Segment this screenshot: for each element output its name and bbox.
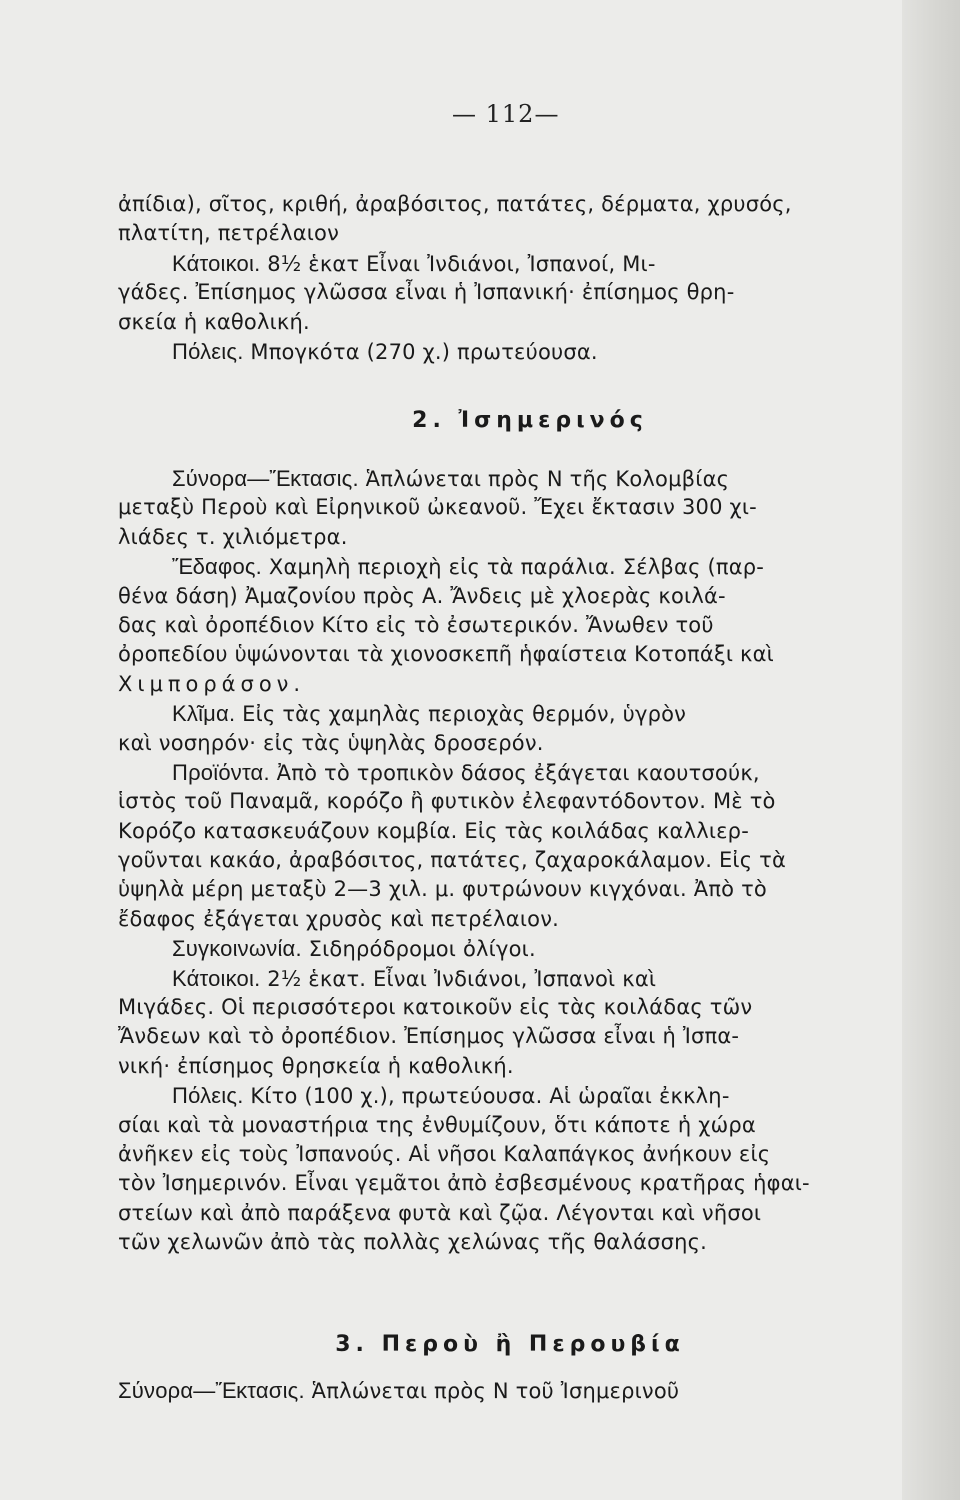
text-run: Ἁπλώνεται πρὸς Ν τῆς Κολομβίας bbox=[358, 467, 730, 491]
text-line bbox=[118, 552, 898, 581]
text-line: τῶν χελωνῶν ἀπὸ τὰς πολλὰς χελώνας τῆς θαλάσσης. bbox=[118, 1230, 708, 1255]
text-run: Κίτο (100 χ.), πρωτεύουσα. Αἱ ὡραῖαι ἐκκλη- bbox=[243, 1084, 730, 1109]
text-run: Σιδηρόδρομοι ὀλίγοι. bbox=[301, 937, 536, 962]
text-run: Ἁπλώνεται πρὸς Ν τοῦ Ἰσημερινοῦ bbox=[304, 1379, 680, 1403]
section-heading-peru: 3. Περοὺ ἢ Περουβία bbox=[335, 1332, 685, 1357]
text-line bbox=[118, 699, 898, 728]
text-line: ἱστὸς τοῦ Παναμᾶ, κορόζο ἢ φυτικὸν ἐλεφαντόδοντον. Μὲ τὸ bbox=[118, 789, 776, 814]
text-line: Χιμποράσον. bbox=[118, 671, 306, 696]
run-in-heading: Πόλεις. bbox=[172, 1083, 244, 1109]
text-line bbox=[118, 464, 898, 493]
text-line: νική· ἐπίσημος θρησκεία ἡ καθολική. bbox=[118, 1053, 514, 1078]
text-line: τὸν Ἰσημερινόν. Εἶναι γεμᾶτοι ἀπὸ ἐσβεσμένους κρατῆρας ἡφαι- bbox=[118, 1171, 810, 1196]
page-number: — 112— bbox=[452, 100, 560, 128]
page-edge-shadow bbox=[902, 0, 960, 1500]
text-line: ἀπίδια), σῖτος, κριθή, ἀραβόσιτος, πατάτες, δέρματα, χρυσός, bbox=[118, 192, 792, 216]
text-line: γάδες. Ἐπίσημος γλῶσσα εἶναι ἡ Ἰσπανική· ἐπίσημος θρη- bbox=[118, 280, 735, 305]
text-line bbox=[118, 934, 898, 963]
text-line: στείων καὶ ἀπὸ παράξενα φυτὰ καὶ ζῷα. Λέγονται καὶ νῆσοι bbox=[118, 1200, 762, 1225]
paragraph-peru-start bbox=[118, 1376, 898, 1405]
text-line bbox=[118, 964, 898, 993]
run-in-heading: Πόλεις. bbox=[172, 338, 244, 364]
text-line: Ἄνδεων καὶ τὸ ὀροπέδιον. Ἐπίσημος γλῶσσα εἶναι ἡ Ἰσπα- bbox=[118, 1024, 740, 1049]
text-line: θένα δάση) Ἀμαζονίου πρὸς Α. Ἄνδεις μὲ χλοερὰς κοιλά- bbox=[118, 583, 726, 608]
run-in-heading: Συγκοινωνία. bbox=[172, 936, 302, 962]
text-line: ὀροπεδίου ὑψώνονται τὰ χιονοσκεπῆ ἡφαίστεια Κοτοπάξι καὶ bbox=[118, 642, 774, 667]
text-run: Χαμηλὴ περιοχὴ εἰς τὰ παράλια. Σέλβας (παρ- bbox=[262, 555, 765, 580]
text-line: πλατίτη, πετρέλαιον bbox=[118, 221, 340, 246]
text-line: μεταξὺ Περοὺ καὶ Εἰρηνικοῦ ὠκεανοῦ. Ἔχει ἔκτασιν 300 χι- bbox=[118, 495, 757, 520]
text-line: καὶ νοσηρόν· εἰς τὰς ὑψηλὰς δροσερόν. bbox=[118, 730, 544, 755]
text-line: Κορόζο κατασκευάζουν κομβία. Εἰς τὰς κοιλάδας καλλιερ- bbox=[118, 818, 749, 843]
run-in-heading: Κάτοικοι. bbox=[172, 250, 261, 276]
run-in-heading: Ἔδαφος. bbox=[172, 554, 262, 580]
text-line bbox=[118, 249, 898, 278]
text-line: σίαι καὶ τὰ μοναστήρια της ἐνθυμίζουν, ὅτι κάποτε ἡ χώρα bbox=[118, 1112, 756, 1137]
run-in-heading: Κάτοικοι. bbox=[172, 965, 261, 991]
text-line: σκεία ἡ καθολική. bbox=[118, 309, 310, 334]
text-line bbox=[118, 337, 898, 366]
text-line: γοῦνται κακάο, ἀραβόσιτος, πατάτες, ζαχαροκάλαμον. Εἰς τὰ bbox=[118, 848, 787, 873]
text-run: Εἰς τὰς χαμηλὰς περιοχὰς θερμόν, ὑγρὸν bbox=[235, 702, 687, 727]
text-line: Μιγάδες. Οἱ περισσότεροι κατοικοῦν εἰς τὰς κοιλάδας τῶν bbox=[118, 995, 753, 1020]
text-run: 8½ ἑκατ Εἶναι Ἰνδιάνοι, Ἰσπανοί, Μι- bbox=[260, 251, 656, 276]
run-in-heading: Σύνορα—Ἔκτασις. bbox=[118, 1378, 305, 1403]
run-in-heading: Προϊόντα. bbox=[172, 759, 270, 785]
paragraph-colombia-end bbox=[118, 190, 898, 366]
text-run: Μπογκότα (270 χ.) πρωτεύουσα. bbox=[243, 339, 598, 364]
paragraph-ecuador bbox=[118, 464, 898, 1258]
text-run: Ἀπὸ τὸ τροπικὸν δάσος ἐξάγεται καουτσούκ, bbox=[269, 760, 760, 785]
text-line: δας καὶ ὀροπέδιον Κίτο εἰς τὸ ἐσωτερικόν. Ἄνωθεν τοῦ bbox=[118, 612, 714, 637]
text-line: ἀνῆκεν εἰς τοὺς Ἰσπανούς. Αἱ νῆσοι Καλαπάγκος ἀνήκουν εἰς bbox=[118, 1141, 771, 1166]
text-line: ἔδαφος ἐξάγεται χρυσὸς καὶ πετρέλαιον. bbox=[118, 906, 560, 931]
text-line: λιάδες τ. χιλιόμετρα. bbox=[118, 524, 348, 549]
text-run: 2½ ἑκατ. Εἶναι Ἰνδιάνοι, Ἰσπανοὶ καὶ bbox=[260, 966, 657, 991]
run-in-heading: Σύνορα—Ἔκτασις. bbox=[172, 466, 359, 491]
text-line: ὑψηλὰ μέρη μεταξὺ 2—3 χιλ. μ. φυτρώνουν κιγχόναι. Ἀπὸ τὸ bbox=[118, 877, 767, 902]
text-line bbox=[118, 1081, 898, 1110]
text-line bbox=[118, 1376, 898, 1405]
text-line bbox=[118, 758, 898, 787]
run-in-heading: Κλῖμα. bbox=[172, 701, 236, 727]
section-heading-ecuador: 2. Ἰσημερινός bbox=[412, 408, 648, 433]
